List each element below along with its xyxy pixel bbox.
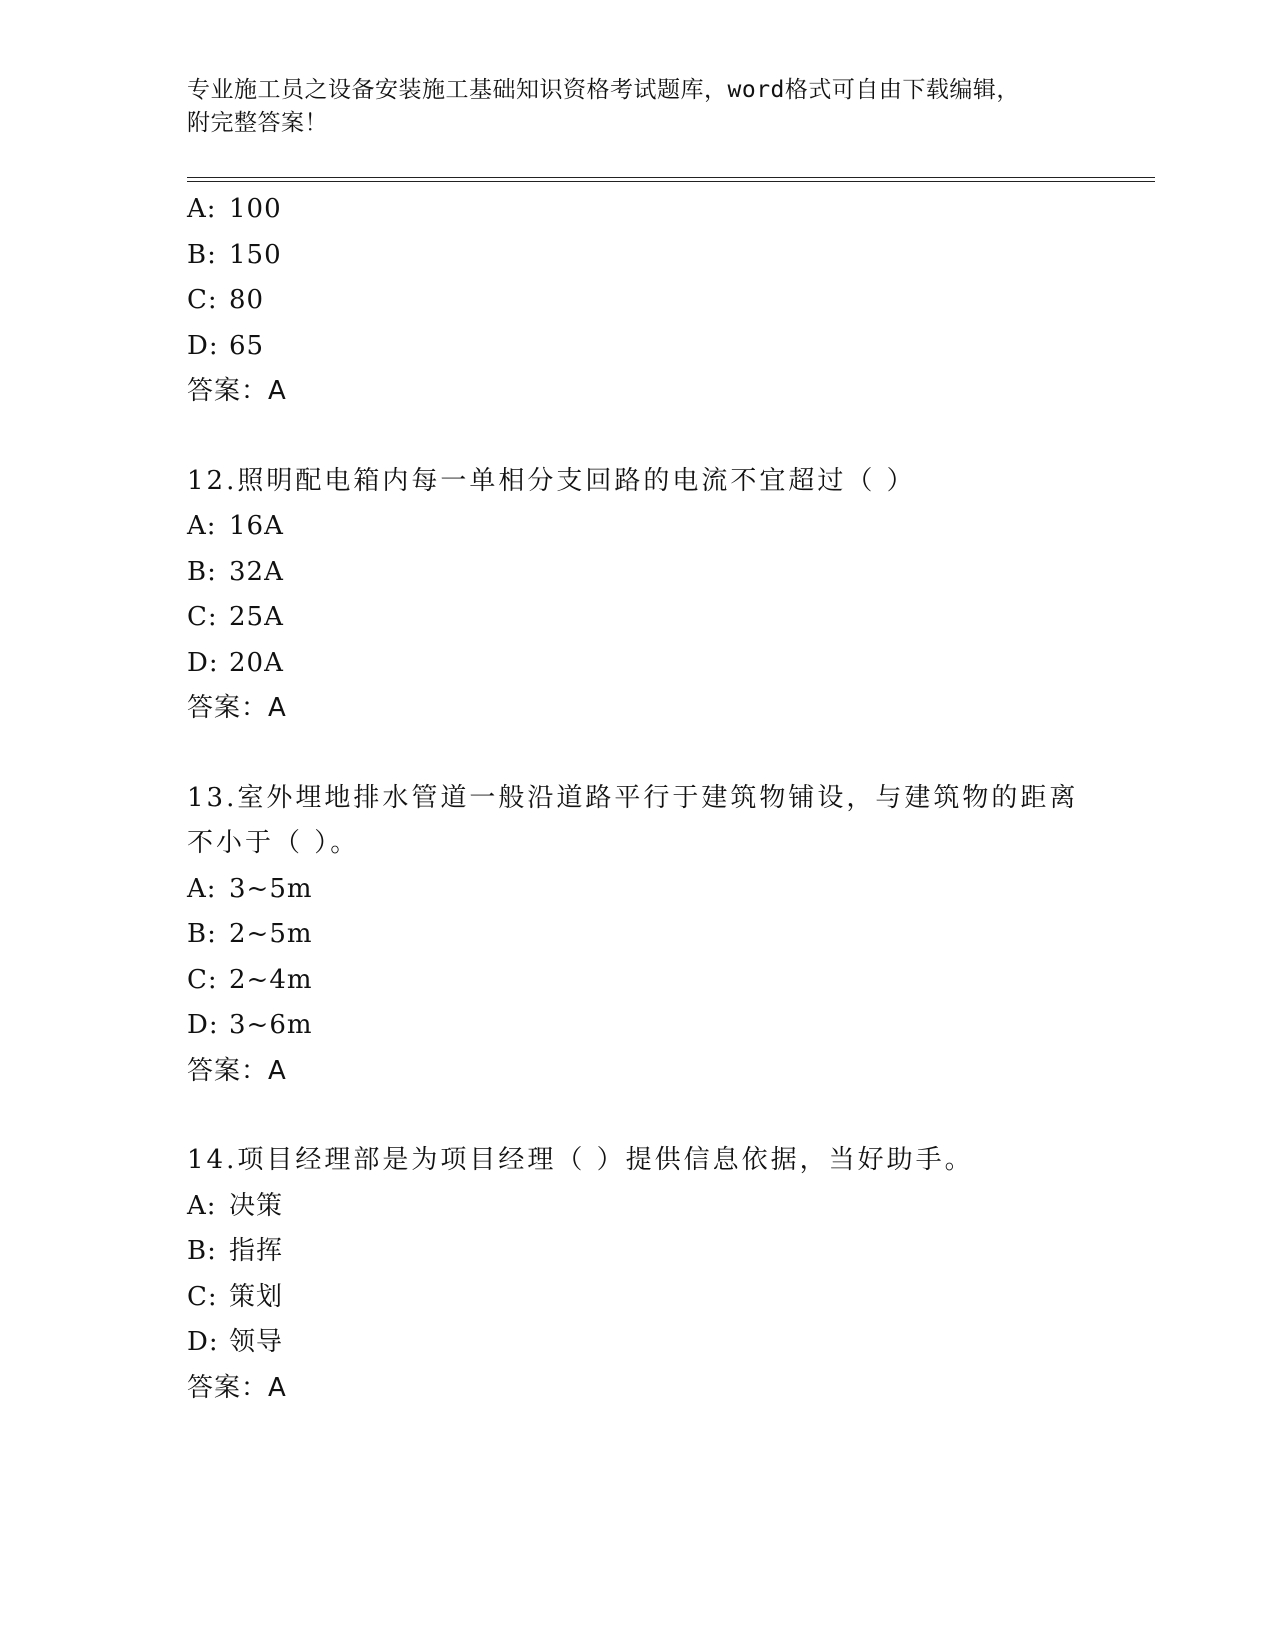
option-text: 20A — [229, 647, 284, 678]
option-prefix: A: — [187, 873, 217, 904]
option-d — [187, 1320, 1155, 1366]
question-block — [187, 1138, 1155, 1411]
option-prefix: B: — [187, 239, 217, 270]
option-b — [187, 233, 1155, 279]
question-list — [187, 187, 1155, 1411]
option-a — [187, 867, 1155, 913]
option-text: 65 — [229, 330, 265, 361]
option-d — [187, 641, 1155, 687]
option-text: 决策 — [229, 1190, 284, 1221]
option-text: 3~5m — [229, 873, 313, 904]
option-text: 32A — [229, 556, 284, 587]
option-b — [187, 912, 1155, 958]
option-d — [187, 324, 1155, 370]
option-text: 领导 — [229, 1327, 284, 1357]
question-block — [187, 776, 1155, 1095]
answer-line: 答案：A — [187, 1055, 287, 1086]
option-a — [187, 1184, 1155, 1230]
option-prefix: A: — [187, 1190, 217, 1221]
option-text: 80 — [229, 285, 265, 315]
option-c — [187, 595, 1155, 641]
header-line-2: 附完整答案！ — [187, 110, 328, 136]
option-a — [187, 187, 1155, 233]
option-prefix: A: — [187, 194, 217, 224]
option-b — [187, 550, 1155, 596]
option-prefix: D: — [187, 1327, 219, 1357]
option-text: 16A — [229, 511, 284, 541]
option-prefix: D: — [187, 647, 219, 678]
question-title-continued: 不小于（ ）。 — [187, 828, 360, 858]
option-prefix: C: — [187, 1281, 218, 1312]
option-prefix: C: — [187, 602, 218, 632]
document-header — [187, 74, 1067, 140]
option-prefix: C: — [187, 964, 218, 995]
option-d — [187, 1003, 1155, 1049]
option-b — [187, 1229, 1155, 1275]
answer-line: 答案：A — [187, 693, 287, 723]
question-title: 14.项目经理部是为项目经理（ ）提供信息依据，当好助手。 — [187, 1145, 974, 1175]
option-text: 3~6m — [229, 1010, 313, 1040]
option-text: 策划 — [229, 1281, 284, 1312]
option-text: 150 — [229, 239, 282, 270]
option-prefix: C: — [187, 285, 218, 315]
option-text: 2~4m — [229, 964, 313, 995]
header-divider-top — [187, 177, 1155, 178]
option-prefix: B: — [187, 919, 217, 949]
option-c — [187, 958, 1155, 1004]
option-prefix: D: — [187, 330, 219, 361]
question-title: 13.室外埋地排水管道一般沿道路平行于建筑物铺设，与建筑物的距离 — [187, 782, 1079, 813]
question-block — [187, 187, 1155, 415]
option-prefix: D: — [187, 1010, 219, 1040]
option-text: 指挥 — [229, 1236, 284, 1266]
answer-line: 答案：A — [187, 1372, 287, 1403]
option-text: 2~5m — [229, 919, 313, 949]
option-prefix: B: — [187, 556, 217, 587]
option-c — [187, 278, 1155, 324]
option-text: 100 — [229, 194, 282, 224]
option-prefix: A: — [187, 511, 217, 541]
header-divider-bottom — [187, 181, 1155, 182]
option-a — [187, 504, 1155, 550]
header-line-1: 专业施工员之设备安装施工基础知识资格考试题库，word格式可自由下载编辑， — [187, 77, 1020, 103]
option-c — [187, 1275, 1155, 1321]
question-title: 12.照明配电箱内每一单相分支回路的电流不宜超过（ ） — [187, 465, 916, 496]
option-prefix: B: — [187, 1236, 217, 1266]
option-text: 25A — [229, 602, 284, 632]
question-block — [187, 459, 1155, 732]
answer-line: 答案：A — [187, 376, 287, 406]
